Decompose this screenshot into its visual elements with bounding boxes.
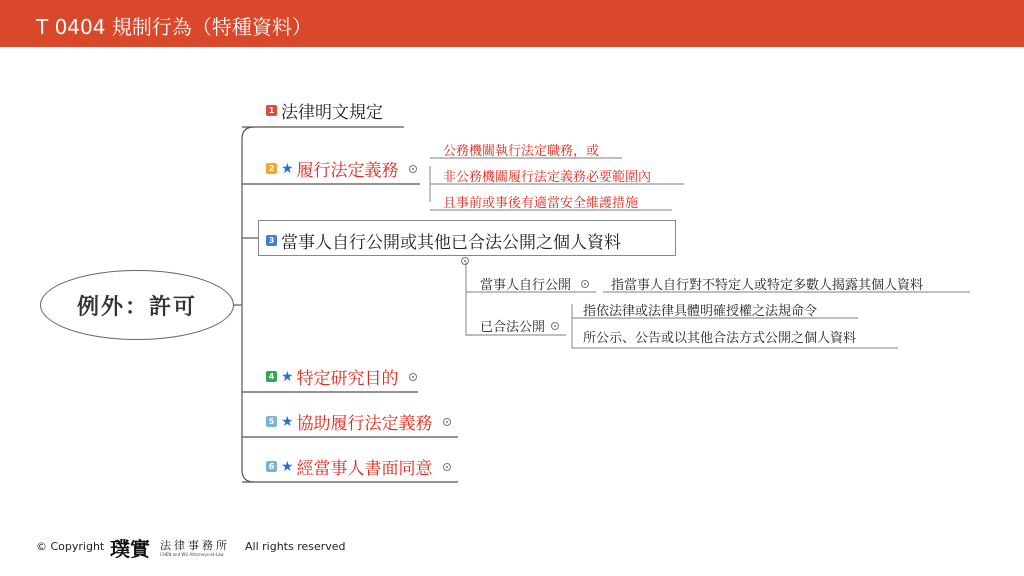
branch-1-label: 法律明文規定 <box>281 103 383 123</box>
collapse-circle-icon[interactable] <box>409 165 417 173</box>
branch-2-label: 履行法定義務 <box>296 161 399 181</box>
branch-1-node[interactable] <box>266 98 383 123</box>
sub-node-lawfully-disclosed[interactable] <box>480 316 559 335</box>
trunk-line <box>242 127 254 482</box>
star-icon: ★ <box>281 413 294 430</box>
lawfully-disclosed-detail-2: 所公示、公告或以其他合法方式公開之個人資料 <box>583 331 857 346</box>
priority-3-icon: 3 <box>266 235 277 246</box>
collapse-circle-icon[interactable] <box>443 418 451 426</box>
sub-node-lawfully-disclosed-label: 已合法公開 <box>480 320 546 335</box>
branch-3-collapse[interactable] <box>461 257 469 265</box>
page-title: T 0404 規制行為（特種資料） <box>36 15 312 39</box>
star-icon: ★ <box>281 160 294 177</box>
collapse-circle-icon[interactable] <box>551 322 559 330</box>
branch-6-label: 經當事人書面同意 <box>296 459 433 479</box>
root-node[interactable] <box>40 270 234 340</box>
collapse-circle-icon[interactable] <box>409 373 417 381</box>
branch-2-child-2: 非公務機關履行法定義務必要範圍內 <box>443 170 652 185</box>
branch-2-child-3: 且事前或事後有適當安全維護措施 <box>443 196 639 211</box>
branch-6-node[interactable] <box>266 454 451 479</box>
branch-3-label: 當事人自行公開或其他已合法公開之個人資料 <box>281 233 621 253</box>
branch-3-children-line <box>466 262 473 335</box>
branch-4-node[interactable] <box>266 364 417 389</box>
branch-2-node[interactable] <box>266 156 417 181</box>
branch-2-child-1: 公務機關執行法定職務，或 <box>443 144 600 159</box>
branch-3-node[interactable] <box>266 228 621 253</box>
branch-5-label: 協助履行法定義務 <box>296 414 433 434</box>
collapse-circle-icon[interactable] <box>581 280 589 288</box>
priority-6-icon: 6 <box>266 461 277 472</box>
star-icon: ★ <box>281 368 294 385</box>
collapse-circle-icon[interactable] <box>443 463 451 471</box>
copyright-text: © Copyright <box>36 540 105 553</box>
firm-logo: 璞實 <box>110 537 150 561</box>
self-disclosed-detail: 指當事人自行對不特定人或特定多數人揭露其個人資料 <box>611 278 924 293</box>
root-label: 例外：許可 <box>76 294 197 320</box>
priority-4-icon: 4 <box>266 371 277 382</box>
branch-5-node[interactable] <box>266 409 451 434</box>
firm-name: 法律事務所 <box>160 539 230 552</box>
priority-5-icon: 5 <box>266 416 277 427</box>
sub-node-self-disclosed[interactable] <box>480 274 589 293</box>
priority-1-icon: 1 <box>266 105 277 116</box>
priority-2-icon: 2 <box>266 163 277 174</box>
lawfully-disclosed-detail-1: 指依法律或法律具體明確授權之法規命令 <box>583 304 818 319</box>
firm-subname: CHEN and WU Attorneys-at-Law <box>160 552 224 557</box>
collapse-circle-icon[interactable] <box>461 257 469 265</box>
sub-node-self-disclosed-label: 當事人自行公開 <box>480 278 572 293</box>
star-icon: ★ <box>281 458 294 475</box>
branch-4-label: 特定研究目的 <box>296 369 399 389</box>
rights-text: All rights reserved <box>245 540 346 553</box>
